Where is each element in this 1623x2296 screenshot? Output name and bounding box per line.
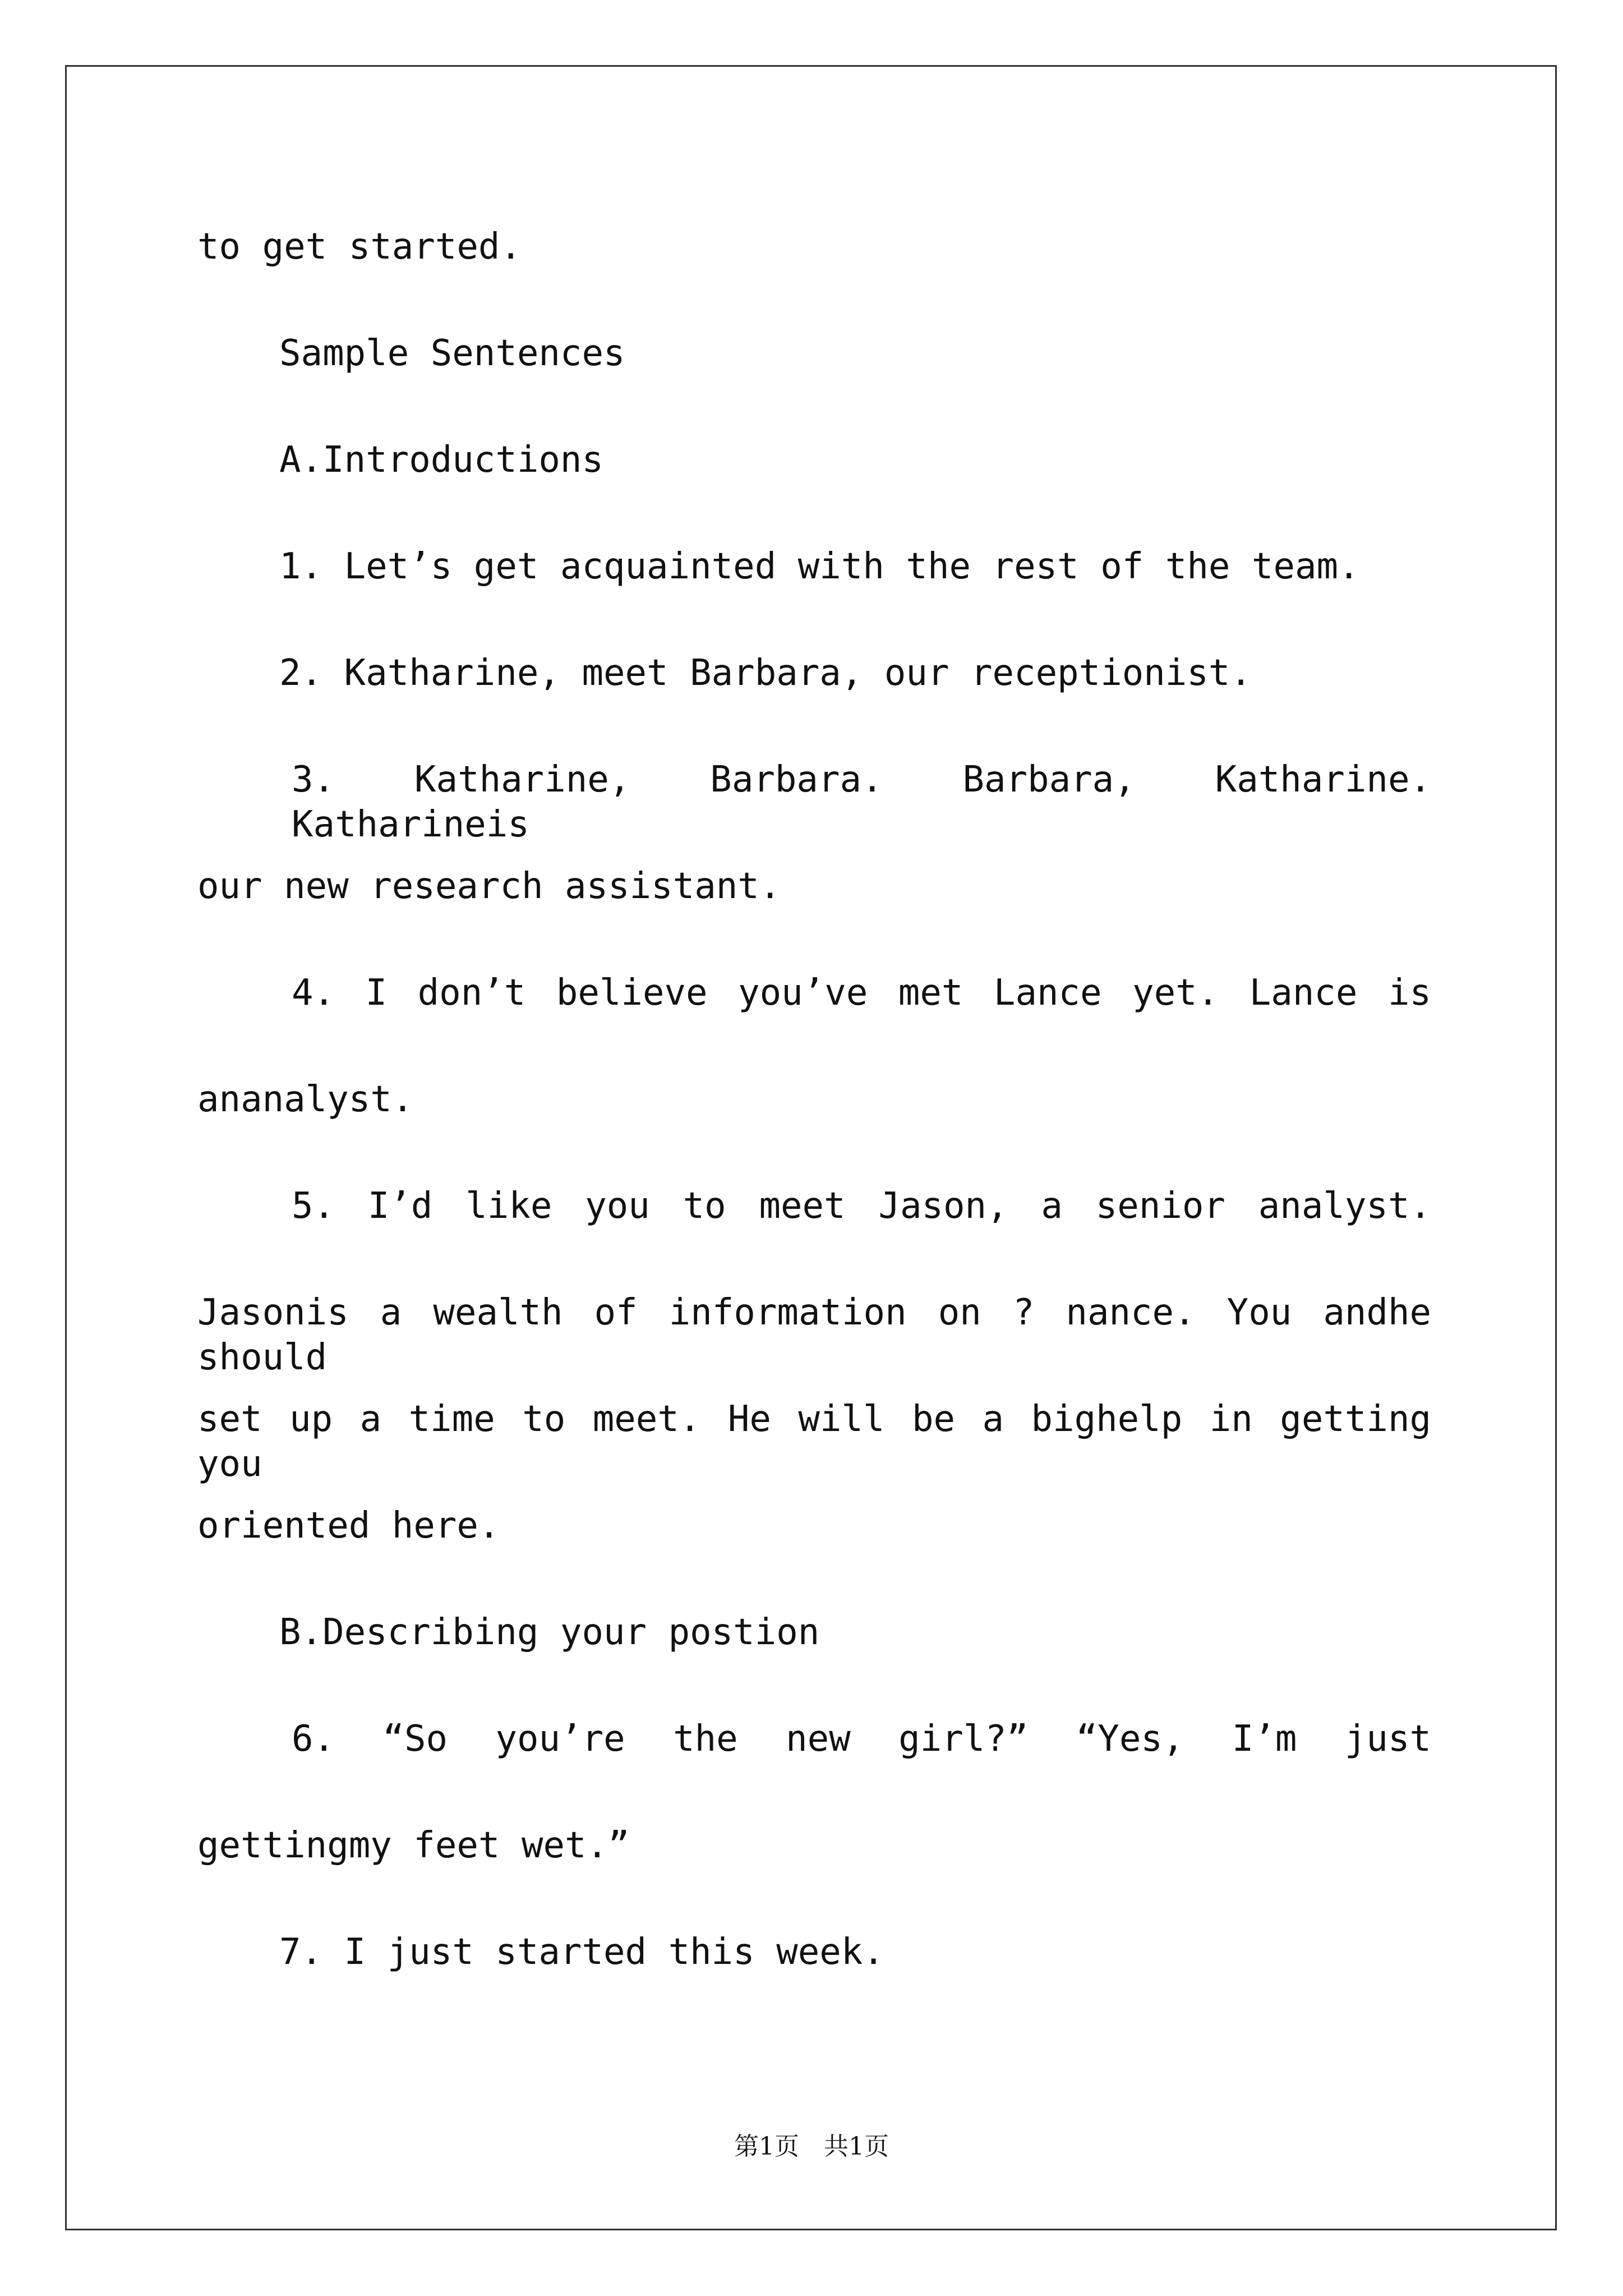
text-line: ananalyst. bbox=[197, 1079, 414, 1120]
text-line: 2. Katharine, meet Barbara, our receptionist. bbox=[279, 652, 1252, 694]
text-line: 7. I just started this week. bbox=[279, 1931, 884, 1973]
text-line: 5. I’d like you to meet Jason, a senior analyst. bbox=[292, 1185, 1431, 1227]
text-line: 6. “So you’re the new girl?” “Yes, I’m just bbox=[292, 1718, 1431, 1760]
text-line: to get started. bbox=[197, 226, 522, 268]
text-line: 3. Katharine, Barbara. Barbara, Katharine. Katharineis bbox=[292, 759, 1431, 845]
text-line: set up a time to meet. He will be a bighelp in getting you bbox=[197, 1398, 1431, 1485]
text-line: oriented here. bbox=[197, 1505, 500, 1547]
subsection-heading: A.Introductions bbox=[279, 439, 603, 481]
text-line: our new research assistant. bbox=[197, 866, 781, 907]
page-footer: 第1页 共1页 bbox=[734, 2132, 889, 2161]
text-line: gettingmy feet wet.” bbox=[197, 1825, 630, 1866]
text-line: Jasonis a wealth of information on ? nance. You andhe should bbox=[197, 1292, 1431, 1378]
subsection-heading: B.Describing your postion bbox=[279, 1612, 820, 1653]
section-heading: Sample Sentences bbox=[279, 333, 625, 374]
page-border bbox=[65, 65, 1557, 2230]
text-line: 1. Let’s get acquainted with the rest of the team. bbox=[279, 546, 1360, 587]
text-line: 4. I don’t believe you’ve met Lance yet. Lance is bbox=[292, 972, 1431, 1014]
